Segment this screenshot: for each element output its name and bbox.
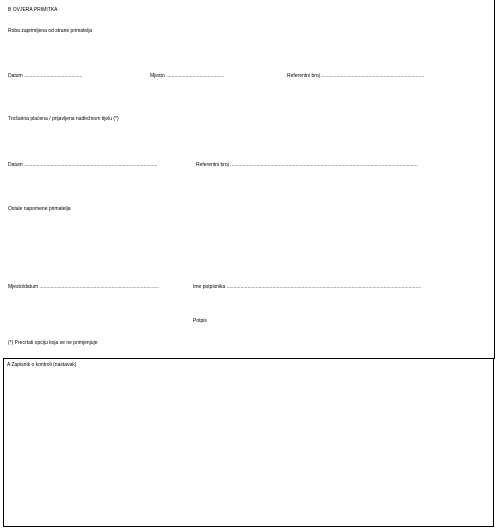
signer-name-field[interactable]: Ime potpisnika ............................................................................................................................................ (193, 284, 422, 290)
other-remarks-label: Ostale napomene primatelja (8, 206, 71, 212)
signature-label: Potpis (193, 318, 207, 324)
date-field[interactable]: Datum .......................................... (8, 73, 83, 79)
date-field-2[interactable]: Datum ................................................................................................ (8, 162, 158, 168)
reference-number-field-2[interactable]: Referentni broj ....................................................................................................................................... (196, 162, 418, 168)
section-b-title: B OVJERA PRIMITKA (8, 7, 58, 13)
section-a-box[interactable] (3, 358, 494, 527)
footnote: (*) Precrtati opciju koja se ne primjenjuje (8, 340, 98, 346)
excise-paid-label: Trošarina plaćena / prijavljena nadležnom tijelu (*) (8, 116, 119, 122)
right-border (494, 0, 495, 359)
reference-number-field[interactable]: Referentni broj .......................................................................... (287, 73, 424, 79)
received-by-label: Roba zaprimljena od strane primatelja (8, 28, 93, 34)
place-field[interactable]: Mjesto .......................................... (150, 73, 225, 79)
place-date-field[interactable]: Mjesto/datum ...................................................................................... (8, 284, 159, 290)
section-a-title: A Zapisnik o kontroli (nastavak) (7, 362, 77, 368)
